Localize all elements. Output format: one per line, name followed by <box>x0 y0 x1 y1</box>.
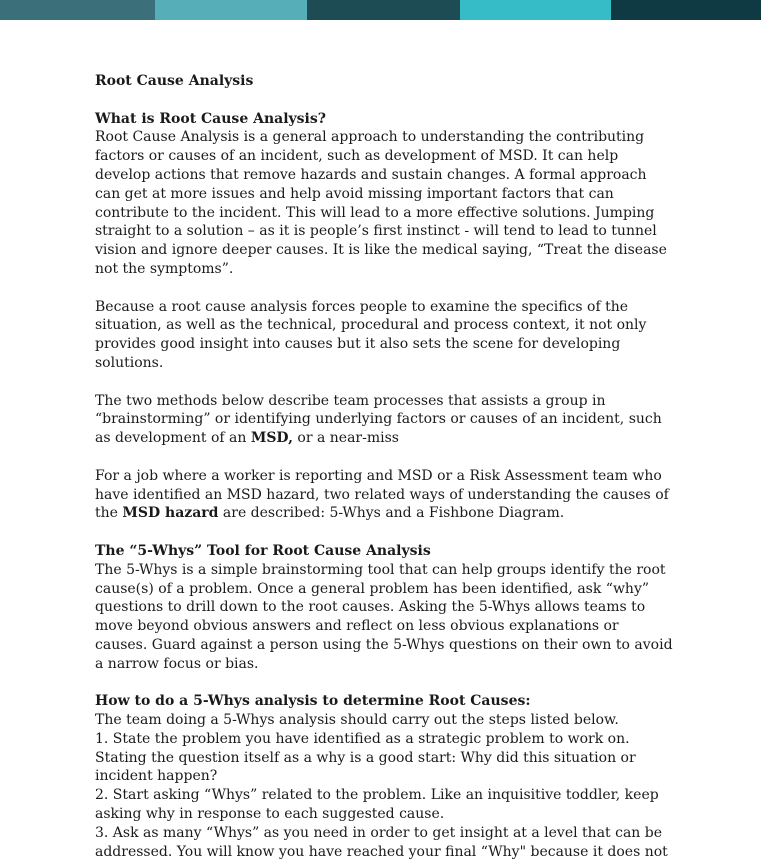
paragraph-msd-hazard <box>95 467 675 523</box>
paragraph-rca-benefits: Because a root cause analysis forces people to examine the specifics of the situation, as well as the technical, procedural and process context, it not only provides good insight into causes but it also sets the scene for developing solutions. <box>95 298 647 371</box>
band-segment-4 <box>460 0 611 20</box>
text-span: The two methods below describe team processes that assists a group in “brainstorming” or identifying underlying factors or causes of an incident, such as development of an <box>95 392 662 447</box>
list-item-step-2: 2. Start asking “Whys” related to the problem. Like an inquisitive toddler, keep asking why in response to each suggested cause. <box>95 787 659 823</box>
text-span: are described: 5-Whys and a Fishbone Diagram. <box>218 505 565 522</box>
bold-term-msd: MSD, <box>250 430 293 447</box>
band-segment-3 <box>307 0 460 20</box>
paragraph-5-whys-description: The 5-Whys is a simple brainstorming tool that can help groups identify the root cause(s) of a problem. Once a general problem has been identified, ask “why” questions to drill down to the root causes. Asking the 5-Whys allows teams to move beyond obvious answers and reflect on less obvious explanations or causes. Guard against a person using the 5-Whys questions on their own to avoid a narrow focus or bias. <box>95 561 673 672</box>
paragraph-team-methods <box>95 392 675 448</box>
section-heading-what-is-rca: What is Root Cause Analysis? <box>95 110 326 127</box>
band-segment-2 <box>155 0 307 20</box>
band-segment-1 <box>0 0 155 20</box>
list-item-step-3: 3. Ask as many “Whys” as you need in order to get insight at a level that can be addressed. You will know you have reached your final “Why" because it does not <box>95 824 668 860</box>
text-span: For a job where a worker is reporting and MSD or a Risk Assessment team who have identified an MSD hazard, two related ways of understanding the causes of the <box>95 467 669 522</box>
document-body <box>95 72 675 861</box>
section-heading-how-to: How to do a 5-Whys analysis to determine Root Causes: <box>95 693 531 710</box>
paragraph-steps-intro: The team doing a 5-Whys analysis should carry out the steps listed below. <box>95 712 619 729</box>
band-segment-5 <box>611 0 761 20</box>
document-title: Root Cause Analysis <box>95 73 254 89</box>
text-span: or a near-miss <box>292 430 399 447</box>
bold-term-msd-hazard: MSD hazard <box>122 505 219 522</box>
paragraph-rca-definition: Root Cause Analysis is a general approach to understanding the contributing factors or causes of an incident, such as development of MSD. It can help develop actions that remove hazards and sustain changes. A formal approach can get at more issues and help avoid missing important factors that can contribute to the incident. This will lead to a more effective solutions. Jumping straight to a solution – as it is people’s first instinct - will tend to lead to tunnel vision and ignore deeper causes. It is like the medical saying, “Treat the disease not the symptoms”. <box>95 129 667 277</box>
list-item-step-1: 1. State the problem you have identified as a strategic problem to work on. Stating the question itself as a why is a good start: Why did this situation or incident happen? <box>95 730 636 785</box>
header-color-band <box>0 0 761 20</box>
section-heading-5-whys-tool: The “5-Whys” Tool for Root Cause Analysis <box>95 542 431 559</box>
